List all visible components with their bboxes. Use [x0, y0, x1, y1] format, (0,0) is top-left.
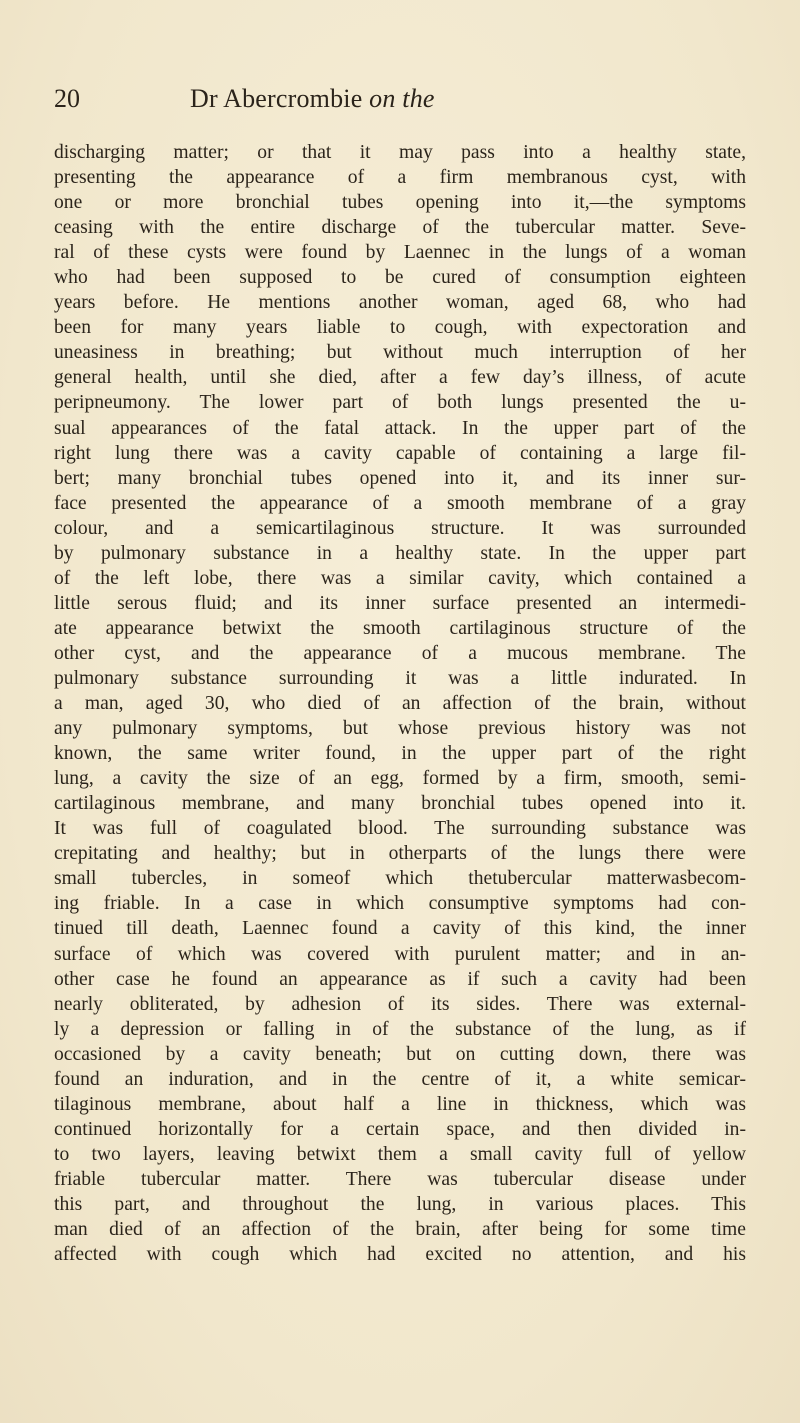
text-line: found an induration, and in the centre of it, a white semicar- [54, 1068, 746, 1090]
text-line: to two layers, leaving betwixt them a small cavity full of yellow [54, 1143, 746, 1165]
text-line: small tubercles, in someof which thetubercular matterwasbecom- [54, 868, 746, 890]
text-line: discharging matter; or that it may pass into a healthy state, [54, 142, 746, 163]
text-line: years before. He mentions another woman, aged 68, who had [54, 292, 746, 314]
text-line: one or more bronchial tubes opening into it,—the symptoms [54, 192, 746, 214]
text-line: ing friable. In a case in which consumptive symptoms had con- [54, 893, 746, 915]
text-line: ral of these cysts were found by Laennec in the lungs of a woman [54, 242, 746, 264]
text-line: right lung there was a cavity capable of containing a large fil- [54, 442, 746, 464]
text-line: ate appearance betwixt the smooth cartilaginous structure of the [54, 617, 746, 639]
running-title-italic: on the [369, 84, 435, 113]
text-line: other cyst, and the appearance of a mucous membrane. The [54, 642, 746, 664]
text-line: little serous fluid; and its inner surface presented an intermedi- [54, 592, 746, 614]
text-line: this part, and throughout the lung, in various places. This [54, 1193, 746, 1215]
text-line: continued horizontally for a certain space, and then divided in- [54, 1118, 746, 1140]
text-line: nearly obliterated, by adhesion of its sides. There was external- [54, 993, 746, 1015]
text-line: cartilaginous membrane, and many bronchial tubes opened into it. [54, 793, 746, 815]
text-line: a man, aged 30, who died of an affection of the brain, without [54, 693, 746, 715]
text-line: crepitating and healthy; but in otherparts of the lungs there were [54, 843, 746, 865]
text-line: known, the same writer found, in the upper part of the right [54, 743, 746, 765]
text-line: pulmonary substance surrounding it was a little indurated. In [54, 667, 746, 689]
text-line: colour, and a semicartilaginous structure. It was surrounded [54, 517, 746, 539]
text-line: peripneumony. The lower part of both lungs presented the u- [54, 392, 746, 414]
text-line: been for many years liable to cough, with expectoration and [54, 317, 746, 339]
text-line: tilaginous membrane, about half a line in thickness, which was [54, 1093, 746, 1115]
text-line: of the left lobe, there was a similar cavity, which contained a [54, 567, 746, 589]
text-line: who had been supposed to be cured of consumption eighteen [54, 267, 746, 289]
running-head [54, 84, 744, 114]
text-line: friable tubercular matter. There was tubercular disease under [54, 1168, 746, 1190]
text-line: other case he found an appearance as if such a cavity had been [54, 968, 746, 990]
text-line: lung, a cavity the size of an egg, formed by a firm, smooth, semi- [54, 768, 746, 790]
text-line: occasioned by a cavity beneath; but on cutting down, there was [54, 1043, 746, 1065]
text-line: uneasiness in breathing; but without much interruption of her [54, 342, 746, 364]
text-line: ceasing with the entire discharge of the tubercular matter. Seve- [54, 217, 746, 239]
running-title-author: Dr Abercrombie [190, 84, 363, 113]
text-line: presenting the appearance of a firm membranous cyst, with [54, 167, 746, 189]
text-line: surface of which was covered with purulent matter; and in an- [54, 943, 746, 965]
text-line: tinued till death, Laennec found a cavity of this kind, the inner [54, 918, 746, 940]
text-line: general health, until she died, after a few day’s illness, of acute [54, 367, 746, 389]
text-line: sual appearances of the fatal attack. In the upper part of the [54, 417, 746, 439]
text-line: It was full of coagulated blood. The surrounding substance was [54, 818, 746, 840]
body-text [54, 140, 746, 1267]
text-line: by pulmonary substance in a healthy state. In the upper part [54, 542, 746, 564]
text-line: bert; many bronchial tubes opened into it, and its inner sur- [54, 467, 746, 489]
page-number: 20 [54, 84, 80, 113]
text-line: man died of an affection of the brain, after being for some time [54, 1219, 746, 1241]
text-line: affected with cough which had excited no attention, and his [54, 1244, 746, 1266]
text-line: face presented the appearance of a smooth membrane of a gray [54, 492, 746, 514]
text-line: ly a depression or falling in of the substance of the lung, as if [54, 1018, 746, 1040]
running-title [190, 84, 435, 114]
text-line: any pulmonary symptoms, but whose previous history was not [54, 718, 746, 740]
